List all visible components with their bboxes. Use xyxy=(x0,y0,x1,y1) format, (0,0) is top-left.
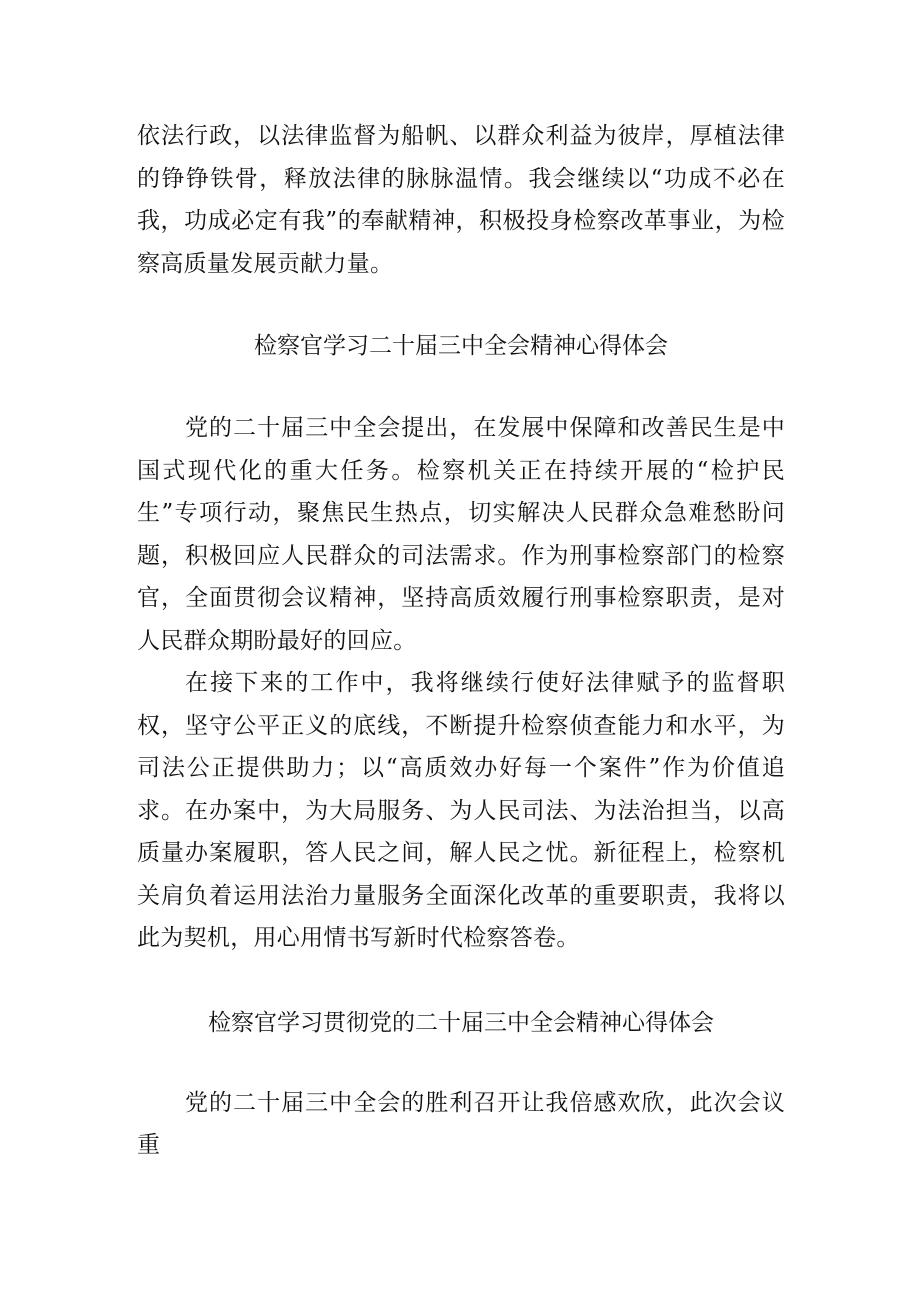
document-body xyxy=(137,115,785,1167)
spacer xyxy=(137,285,785,325)
spacer xyxy=(137,960,785,1002)
spacer xyxy=(137,367,785,407)
paragraph-2: 在接下来的工作中，我将继续行使好法律赋予的监督职权，坚守公平正义的底线，不断提升检察侦查能力和水平，为司法公正提供助力；以“高质效办好每一个案件”作为价值追求。在办案中，为大局服务、为人民司法、为法治担当，以高质量办案履职，答人民之间，解人民之忧。新征程上，检察机关肩负着运用法治力量服务全面深化改革的重要职责，我将以此为契机，用心用情书写新时代检察答卷。 xyxy=(137,670,785,951)
paragraph-3: 党的二十届三中全会的胜利召开让我倍感欢欣，此次会议重 xyxy=(137,1089,785,1158)
section-heading-1: 检察官学习二十届三中全会精神心得体会 xyxy=(254,333,668,359)
paragraph-1: 党的二十届三中全会提出，在发展中保障和改善民生是中国式现代化的重大任务。检察机关正在持续开展的“检护民生”专项行动，聚焦民生热点，切实解决人民群众急难愁盼问题，积极回应人民群众的司法需求。作为刑事检察部门的检察官，全面贯彻会议精神，坚持高质效履行刑事检察职责，是对人民群众期盼最好的回应。 xyxy=(137,415,785,654)
paragraph-continued: 依法行政，以法律监督为船帆、以群众利益为彼岸，厚植法律的铮铮铁骨，释放法律的脉脉温情。我会继续以“功成不必在我，功成必定有我”的奉献精神，积极投身检察改革事业，为检察高质量发展贡献力量。 xyxy=(137,123,785,277)
section-heading-2: 检察官学习贯彻党的二十届三中全会精神心得体会 xyxy=(208,1009,714,1036)
spacer xyxy=(137,1044,785,1082)
